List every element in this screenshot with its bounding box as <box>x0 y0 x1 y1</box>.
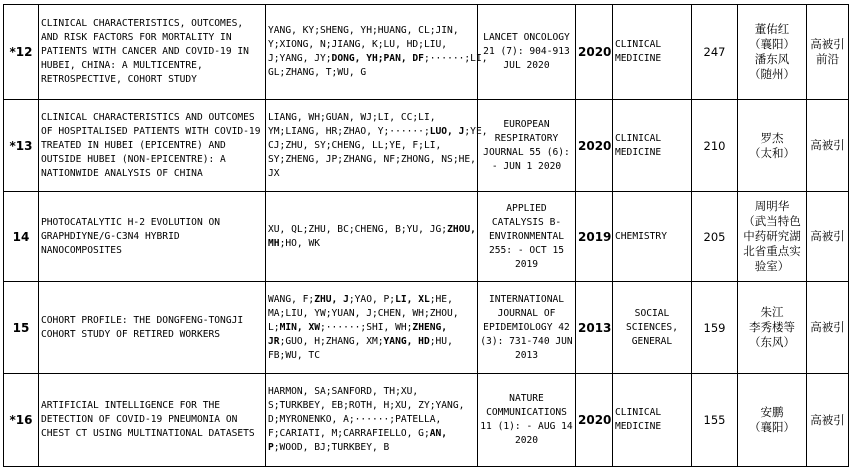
author-line <box>268 441 475 455</box>
highlighted-author: DONG, YH;PAN, DF <box>331 53 424 64</box>
author-line <box>268 399 475 413</box>
text-line: APPLIED <box>506 202 547 214</box>
author-text: WANG, F; <box>268 293 315 305</box>
author-text: D;MYRONENKO, A;······;PATELLA, <box>268 414 442 425</box>
text-line: AND RISK FACTORS FOR MORTALITY IN <box>41 32 232 43</box>
text-line: - JUN 1 2020 <box>491 160 562 172</box>
category-tag <box>807 100 849 192</box>
author-text: ;······;LI, <box>423 53 488 64</box>
text-line: 21 (7): 904-913 <box>483 46 570 57</box>
author-line <box>268 321 475 335</box>
author-line <box>268 223 475 237</box>
text-line: COHORT PROFILE: THE DONGFENG-TONGJI <box>41 314 244 326</box>
row-number: 15 <box>4 282 39 374</box>
text-line: 高被引 <box>810 412 845 427</box>
author-line <box>268 335 475 349</box>
author-text: MA;LIU, YW;YUAN, J;CHEN, WH;ZHOU, <box>268 307 459 319</box>
paper-title <box>39 100 266 192</box>
publication-year: 2019 <box>576 192 613 282</box>
paper-title <box>39 192 266 282</box>
publication-year: 2020 <box>576 5 613 100</box>
text-line: CHEST CT USING MULTINATIONAL DATASETS <box>41 428 255 439</box>
highlighted-author: P <box>268 442 274 453</box>
author-line <box>268 385 475 399</box>
paper-title <box>39 5 266 100</box>
text-line: 安鹏 <box>760 405 784 419</box>
text-line: CLINICAL CHARACTERISTICS, OUTCOMES, <box>41 18 244 29</box>
text-line: NANOCOMPOSITES <box>41 244 122 256</box>
text-line: JUL 2020 <box>503 60 550 71</box>
row-number: 14 <box>4 192 39 282</box>
text-line: CHEMISTRY <box>615 230 667 242</box>
author-line <box>268 413 475 427</box>
text-line: 董佑红 <box>754 22 790 36</box>
author-line <box>268 111 475 125</box>
text-line: 潘东风 <box>754 52 790 66</box>
text-line: SOCIAL <box>634 307 670 319</box>
author-text: YM;LIANG, HR;ZHAO, Y;······; <box>268 125 430 137</box>
text-line: 高被引 <box>810 229 845 243</box>
text-line: OUTSIDE HUBEI (NON-EPICENTRE): A <box>41 153 226 165</box>
journal-source <box>478 192 576 282</box>
text-line: TREATED IN HUBEI (EPICENTRE) AND <box>41 139 226 151</box>
author-text: ;······;SHI, WH; <box>320 321 413 333</box>
text-line: CLINICAL <box>615 132 662 144</box>
author-line <box>268 153 475 167</box>
author-line <box>268 52 488 66</box>
text-line: COHORT STUDY OF RETIRED WORKERS <box>41 328 221 340</box>
publication-year: 2020 <box>576 100 613 192</box>
text-line: 周明华 <box>754 199 790 213</box>
author-text: CJ;ZHU, SY;CHENG, LL;YE, F;LI, <box>268 139 442 151</box>
text-line: 高被引 <box>810 320 845 334</box>
author-line <box>268 307 475 321</box>
highlighted-author: YANG, HD <box>383 335 430 347</box>
text-line: 北省重点实 <box>743 244 801 258</box>
highlighted-author: LUO, J <box>429 125 465 137</box>
paper-title <box>39 282 266 374</box>
text-line: CLINICAL <box>615 39 662 50</box>
text-line: JOURNAL OF <box>497 307 556 319</box>
author-line <box>268 293 475 307</box>
citation-count: 210 <box>692 100 738 192</box>
citation-count: 247 <box>692 5 738 100</box>
category-tag <box>807 5 849 100</box>
text-line: 高被引 <box>810 138 845 152</box>
text-line: CLINICAL CHARACTERISTICS AND OUTCOMES <box>41 111 255 123</box>
author-text: JX <box>268 167 280 179</box>
responsible-person <box>738 100 807 192</box>
publication-year: 2013 <box>576 282 613 374</box>
author-text: F;CARIATI, M;CARRAFIELLO, G; <box>268 428 430 439</box>
text-line: MEDICINE <box>615 421 662 432</box>
author-list <box>266 100 488 192</box>
text-line: 高被引 <box>810 37 845 51</box>
table-row <box>4 5 849 100</box>
text-line: （太和） <box>749 145 795 160</box>
author-list <box>266 192 478 282</box>
row-number: *13 <box>4 100 39 192</box>
highlighted-author: MH <box>268 237 280 249</box>
research-field <box>613 100 692 192</box>
text-line: （襄阳） <box>749 420 795 434</box>
author-text: LIANG, WH;GUAN, WJ;LI, CC;LI, <box>268 111 436 123</box>
highlighted-author: MIN, XW <box>279 321 320 333</box>
author-line <box>268 66 475 80</box>
text-line: RETROSPECTIVE, COHORT STUDY <box>41 74 197 85</box>
text-line: PHOTOCATALYTIC H-2 EVOLUTION ON <box>41 216 221 228</box>
text-line: 验室） <box>754 259 790 273</box>
author-text: ;HE, <box>429 293 453 305</box>
author-list <box>266 5 488 100</box>
text-line: INTERNATIONAL <box>488 293 565 305</box>
row-number: *12 <box>4 5 39 100</box>
research-field <box>613 374 692 467</box>
table-row <box>4 100 849 192</box>
text-line: GRAPHDIYNE/G-C3N4 HYBRID <box>41 230 180 242</box>
author-text: ;GUO, H;ZHANG, XM; <box>279 335 384 347</box>
text-line: SCIENCES, <box>626 321 678 333</box>
text-line: 2019 <box>514 258 539 270</box>
table-row <box>4 192 849 282</box>
author-text: ;YAO, P; <box>348 293 396 305</box>
highlighted-author: JR <box>268 335 280 347</box>
text-line: PATIENTS WITH CANCER AND COVID-19 IN <box>41 46 249 57</box>
text-line: 11 (1): - AUG 14 <box>480 421 573 432</box>
author-text: S;TURKBEY, EB;ROTH, H;XU, ZY;YANG, <box>268 400 465 411</box>
author-line <box>268 24 475 38</box>
text-line: (3): 731-740 JUN <box>480 335 573 347</box>
citation-count: 155 <box>692 374 738 467</box>
text-line: 2020 <box>514 435 539 446</box>
journal-source <box>478 100 576 192</box>
author-text: ;HO, WK <box>279 237 320 249</box>
responsible-person <box>738 5 807 100</box>
text-line: 2013 <box>514 349 539 361</box>
responsible-person <box>738 192 807 282</box>
author-line <box>268 427 475 441</box>
text-line: CATALYSIS B- <box>491 216 562 228</box>
author-line <box>268 167 475 181</box>
text-line: （随州） <box>749 67 795 81</box>
text-line: HUBEI, CHINA: A MULTICENTRE, <box>41 60 203 71</box>
responsible-person <box>738 374 807 467</box>
journal-source <box>478 5 576 100</box>
text-line: 罗杰 <box>760 130 784 145</box>
research-field <box>613 192 692 282</box>
author-text: ;HU, <box>429 335 453 347</box>
journal-source <box>478 282 576 374</box>
author-line <box>268 139 475 153</box>
journal-source <box>478 374 576 467</box>
author-line <box>268 349 475 363</box>
author-text: GL;ZHANG, T;WU, G <box>268 67 367 78</box>
text-line: 前沿 <box>816 52 839 66</box>
table-row <box>4 282 849 374</box>
author-list <box>266 374 478 467</box>
citation-count: 205 <box>692 192 738 282</box>
research-field <box>613 282 692 374</box>
author-text: L; <box>268 321 280 333</box>
text-line: MEDICINE <box>615 53 662 64</box>
text-line: DETECTION OF COVID-19 PNEUMONIA ON <box>41 414 238 425</box>
category-tag <box>807 374 849 467</box>
text-line: NATURE <box>509 393 544 404</box>
author-text: Y;XIONG, N;JIANG, K;LU, HD;LIU, <box>268 39 448 50</box>
text-line: CLINICAL <box>615 407 662 418</box>
text-line: 朱江 <box>760 305 784 319</box>
category-tag <box>807 192 849 282</box>
category-tag <box>807 282 849 374</box>
row-number: *16 <box>4 374 39 467</box>
publication-year: 2020 <box>576 374 613 467</box>
text-line: （襄阳） <box>749 37 795 51</box>
text-line: 李秀楼等 <box>749 320 795 334</box>
author-text: XU, QL;ZHU, BC;CHENG, B;YU, JG; <box>268 223 448 235</box>
text-line: EPIDEMIOLOGY 42 <box>483 321 570 333</box>
responsible-person <box>738 282 807 374</box>
text-line: （武当特色 <box>743 214 801 228</box>
text-line: RESPIRATORY <box>494 132 559 144</box>
publication-table <box>3 4 849 467</box>
author-text: ;WOOD, BJ;TURKBEY, B <box>273 442 390 453</box>
text-line: LANCET ONCOLOGY <box>483 32 570 43</box>
citation-count: 159 <box>692 282 738 374</box>
table-row <box>4 374 849 467</box>
author-line <box>268 38 475 52</box>
text-line: MEDICINE <box>615 146 662 158</box>
highlighted-author: ZHU, J <box>314 293 349 305</box>
research-field <box>613 5 692 100</box>
author-line <box>268 125 488 139</box>
highlighted-author: LI, XL <box>395 293 430 305</box>
text-line: GENERAL <box>631 335 673 347</box>
highlighted-author: ZHOU, <box>447 223 476 235</box>
author-text: YANG, KY;SHENG, YH;HUANG, CL;JIN, <box>268 25 459 36</box>
text-line: JOURNAL 55 (6): <box>483 146 570 158</box>
author-list <box>266 282 478 374</box>
text-line: EUROPEAN <box>503 118 550 130</box>
highlighted-author: ZHENG, <box>412 321 448 333</box>
author-text: FB;WU, TC <box>268 349 320 361</box>
author-text: ;YE, <box>464 125 488 137</box>
text-line: OF HOSPITALISED PATIENTS WITH COVID-19 <box>41 125 261 137</box>
author-text: SY;ZHENG, JP;ZHANG, NF;ZHONG, NS;HE, <box>268 153 476 165</box>
text-line: 255: - OCT 15 <box>488 244 565 256</box>
text-line: （东风） <box>749 335 795 349</box>
table-body <box>4 5 849 467</box>
text-line: 中药研究湖 <box>743 229 801 243</box>
text-line: NATIONWIDE ANALYSIS OF CHINA <box>41 167 203 179</box>
author-text: HARMON, SA;SANFORD, TH;XU, <box>268 386 419 397</box>
highlighted-author: AN, <box>429 428 448 439</box>
text-line: ENVIRONMENTAL <box>488 230 565 242</box>
author-line <box>268 237 475 251</box>
text-line: ARTIFICIAL INTELLIGENCE FOR THE <box>41 400 221 411</box>
text-line: COMMUNICATIONS <box>486 407 567 418</box>
author-text: J;YANG, JY; <box>268 53 332 64</box>
paper-title <box>39 374 266 467</box>
